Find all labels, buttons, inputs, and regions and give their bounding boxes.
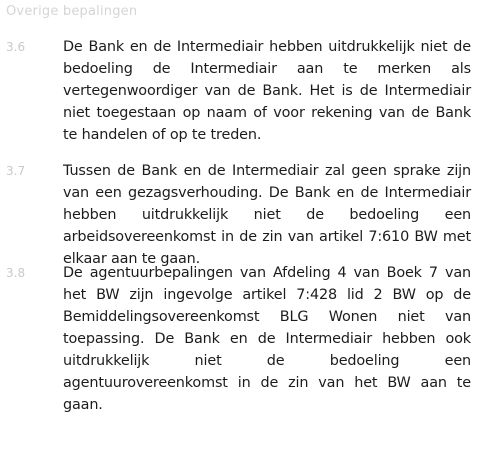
article-number: 3.7 [6, 164, 26, 178]
article-text: Tussen de Bank en de Intermediair zal geen sprake zijn van een gezagsverhouding. De Bank en de Intermediair hebben uitdrukkelijk niet de bedoeling een arbeidsovereenkomst in de zin van artikel 7:610 BW met elkaar aan te gaan. [63, 163, 471, 267]
section-heading: Overige bepalingen [6, 4, 138, 19]
article-text: De Bank en de Intermediair hebben uitdrukkelijk niet de bedoeling de Intermediair aan te merken als vertegenwoordiger van de Bank. Het is de Intermediair niet toegestaan op naam of voor rekening van de Bank te handelen of op te treden. [63, 39, 471, 143]
article-text: De agentuurbepalingen van Afdeling 4 van Boek 7 van het BW zijn ingevolge artikel 7:428 lid 2 BW op de Bemiddelingsovereenkomst BLG Wonen niet van toepassing. De Bank en de Intermediair hebben ook uitdrukkelijk niet de bedoeling een agentuurovereenkomst in de zin van het BW aan te gaan. [63, 265, 471, 413]
article-number: 3.8 [6, 266, 26, 280]
article-number: 3.6 [6, 40, 26, 54]
